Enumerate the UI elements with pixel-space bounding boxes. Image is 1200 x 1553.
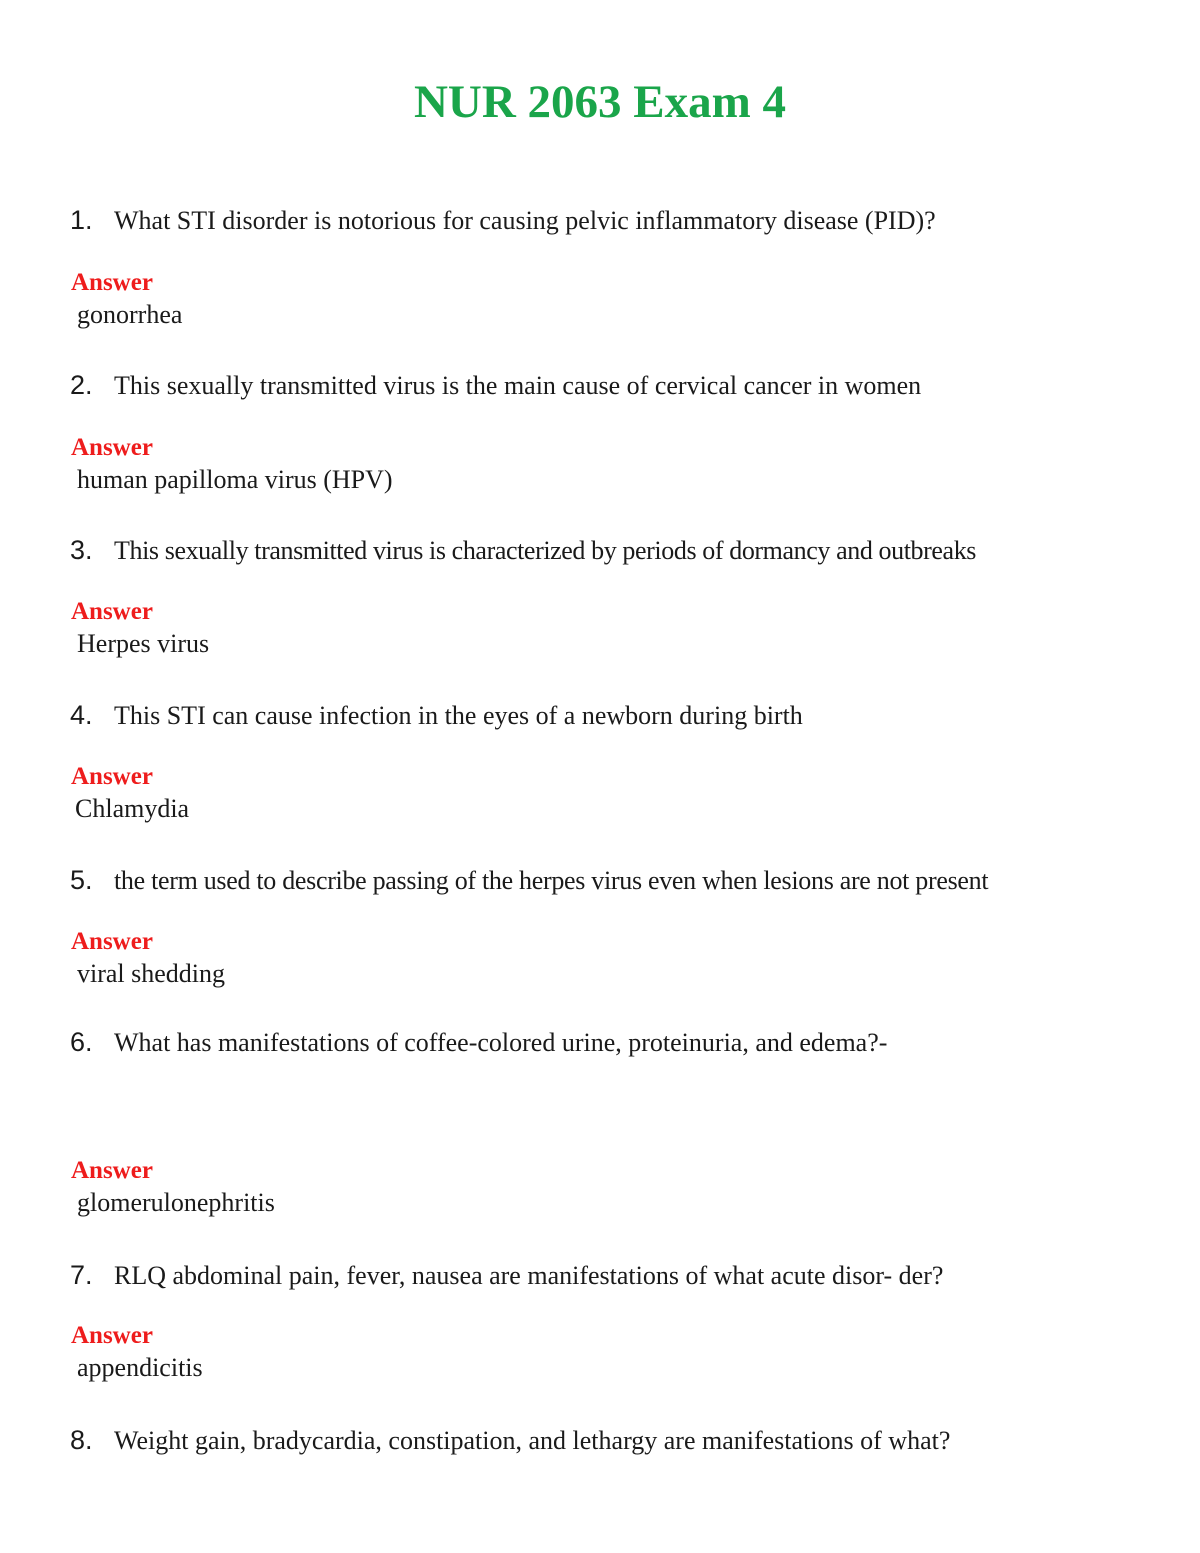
- answer-text: appendicitis: [77, 1353, 203, 1382]
- question-text: RLQ abdominal pain, fever, nausea are manifestations of what acute disor- der?: [114, 1261, 944, 1290]
- question-text: the term used to describe passing of the herpes virus even when lesions are not present: [114, 866, 989, 895]
- page-title: NUR 2063 Exam 4: [413, 76, 787, 128]
- answer-label: Answer: [71, 434, 153, 461]
- question-text: Weight gain, bradycardia, constipation, and lethargy are manifestations of what?: [114, 1426, 951, 1455]
- answer-label: Answer: [71, 598, 153, 625]
- question-number: 7.: [70, 1260, 93, 1290]
- question-text: This sexually transmitted virus is characterized by periods of dormancy and outbreaks: [114, 536, 977, 565]
- answer-label: Answer: [71, 1157, 153, 1184]
- answer-text: Herpes virus: [77, 629, 210, 658]
- question-text: What STI disorder is notorious for causing pelvic inflammatory disease (PID)?: [114, 206, 936, 235]
- question-4: [70, 698, 1160, 733]
- answer-text: viral shedding: [77, 959, 226, 988]
- answer-label: Answer: [71, 763, 153, 790]
- question-3: [70, 533, 1160, 568]
- question-number: 8.: [70, 1425, 93, 1455]
- answer-label: Answer: [71, 928, 153, 955]
- answer-text: gonorrhea: [77, 300, 183, 329]
- question-number: 1.: [70, 205, 93, 235]
- answer-label: Answer: [71, 269, 153, 296]
- question-number: 2.: [70, 370, 93, 400]
- question-text: What has manifestations of coffee-colored urine, proteinuria, and edema?-: [114, 1028, 888, 1057]
- answer-text: human papilloma virus (HPV): [77, 465, 393, 494]
- question-number: 6.: [70, 1027, 93, 1057]
- question-number: 4.: [70, 700, 93, 730]
- question-number: 3.: [70, 535, 93, 565]
- question-text: This STI can cause infection in the eyes of a newborn during birth: [114, 701, 803, 730]
- answer-text: glomerulonephritis: [77, 1188, 275, 1217]
- question-5: [70, 863, 1160, 898]
- answer-text: Chlamydia: [75, 794, 190, 823]
- answer-label: Answer: [71, 1322, 153, 1349]
- question-number: 5.: [70, 865, 93, 895]
- question-2: [70, 368, 1160, 403]
- question-6: [70, 1025, 1160, 1060]
- question-8: [70, 1423, 1160, 1458]
- question-text: This sexually transmitted virus is the main cause of cervical cancer in women: [114, 371, 922, 400]
- question-7: [70, 1258, 1160, 1293]
- question-1: [70, 203, 1160, 238]
